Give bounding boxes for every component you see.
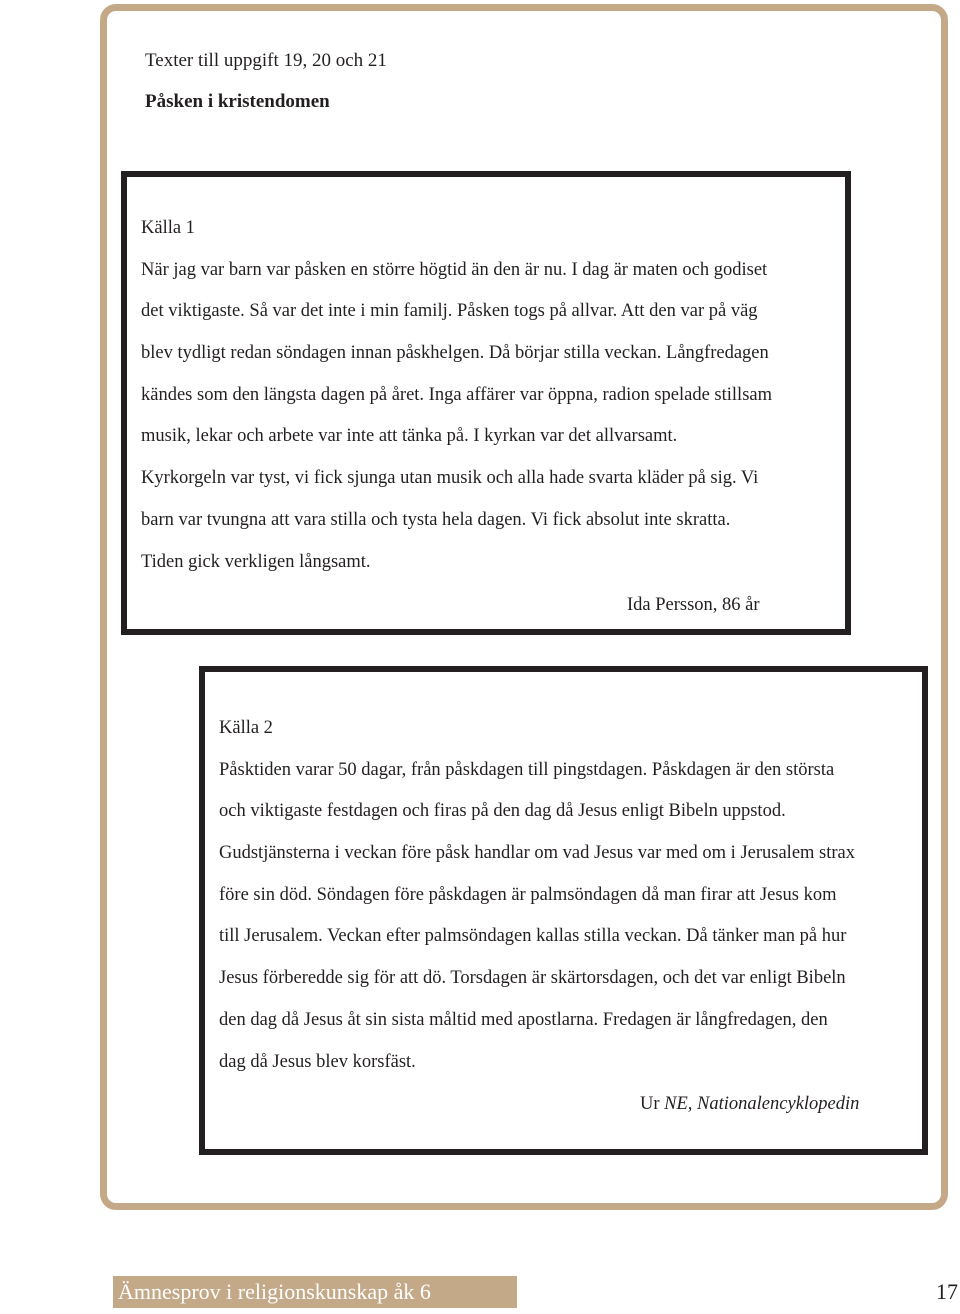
source-2-attribution: [640, 1093, 859, 1115]
page-title: Påsken i kristendomen: [145, 91, 330, 112]
source-1-label: Källa 1: [141, 218, 195, 238]
source-2-line: den dag då Jesus åt sin sista måltid med apostlarna. Fredagen är långfredagen, den: [219, 1009, 828, 1030]
source-2-line: dag då Jesus blev korsfäst.: [219, 1051, 416, 1072]
footer-title: Ämnesprov i religionskunskap åk 6: [118, 1279, 431, 1304]
source-2-label: Källa 2: [219, 718, 273, 738]
task-intro: Texter till uppgift 19, 20 och 21: [145, 50, 387, 71]
source-1-line: När jag var barn var påsken en större högtid än den är nu. I dag är maten och godiset: [141, 259, 768, 280]
source-2-line: före sin död. Söndagen före påskdagen är palmsöndagen då man firar att Jesus kom: [219, 884, 837, 905]
source-1-line: Kyrkorgeln var tyst, vi fick sjunga utan musik och alla hade svarta kläder på sig. Vi: [141, 468, 759, 489]
attribution-source: NE, Nationalencyklopedin: [664, 1094, 860, 1114]
source-2-text: [219, 708, 855, 1083]
attribution-prefix: Ur: [640, 1094, 665, 1114]
source-1-line: Tiden gick verkligen långsamt.: [141, 551, 371, 572]
source-1-line: barn var tvungna att vara stilla och tysta hela dagen. Vi fick absolut inte skratta.: [141, 509, 731, 530]
source-2-line: Gudstjänsterna i veckan före påsk handlar om vad Jesus var med om i Jerusalem strax: [219, 843, 856, 864]
source-2-line: och viktigaste festdagen och firas på den dag då Jesus enligt Bibeln uppstod.: [219, 801, 786, 822]
source-1-attribution: Ida Persson, 86 år: [627, 595, 760, 615]
source-1-line: blev tydligt redan söndagen innan påskhelgen. Då börjar stilla veckan. Långfredagen: [141, 343, 769, 364]
source-1-line: kändes som den längsta dagen på året. Inga affärer var öppna, radion spelade stillsam: [141, 384, 772, 405]
source-2-line: Jesus förberedde sig för att dö. Torsdagen är skärtorsdagen, och det var enligt Bibeln: [219, 968, 846, 989]
source-2-line: till Jerusalem. Veckan efter palmsöndagen kallas stilla veckan. Då tänker man på hur: [219, 926, 847, 947]
source-1-line: musik, lekar och arbete var inte att tänka på. I kyrkan var det allvarsamt.: [141, 426, 678, 447]
source-1-line: det viktigaste. Så var det inte i min familj. Påsken togs på allvar. Att den var på väg: [141, 301, 758, 322]
page-number: 17: [936, 1279, 958, 1304]
source-1-text: [141, 208, 772, 583]
source-2-line: Påsktiden varar 50 dagar, från påskdagen till pingstdagen. Påskdagen är den största: [219, 759, 835, 780]
